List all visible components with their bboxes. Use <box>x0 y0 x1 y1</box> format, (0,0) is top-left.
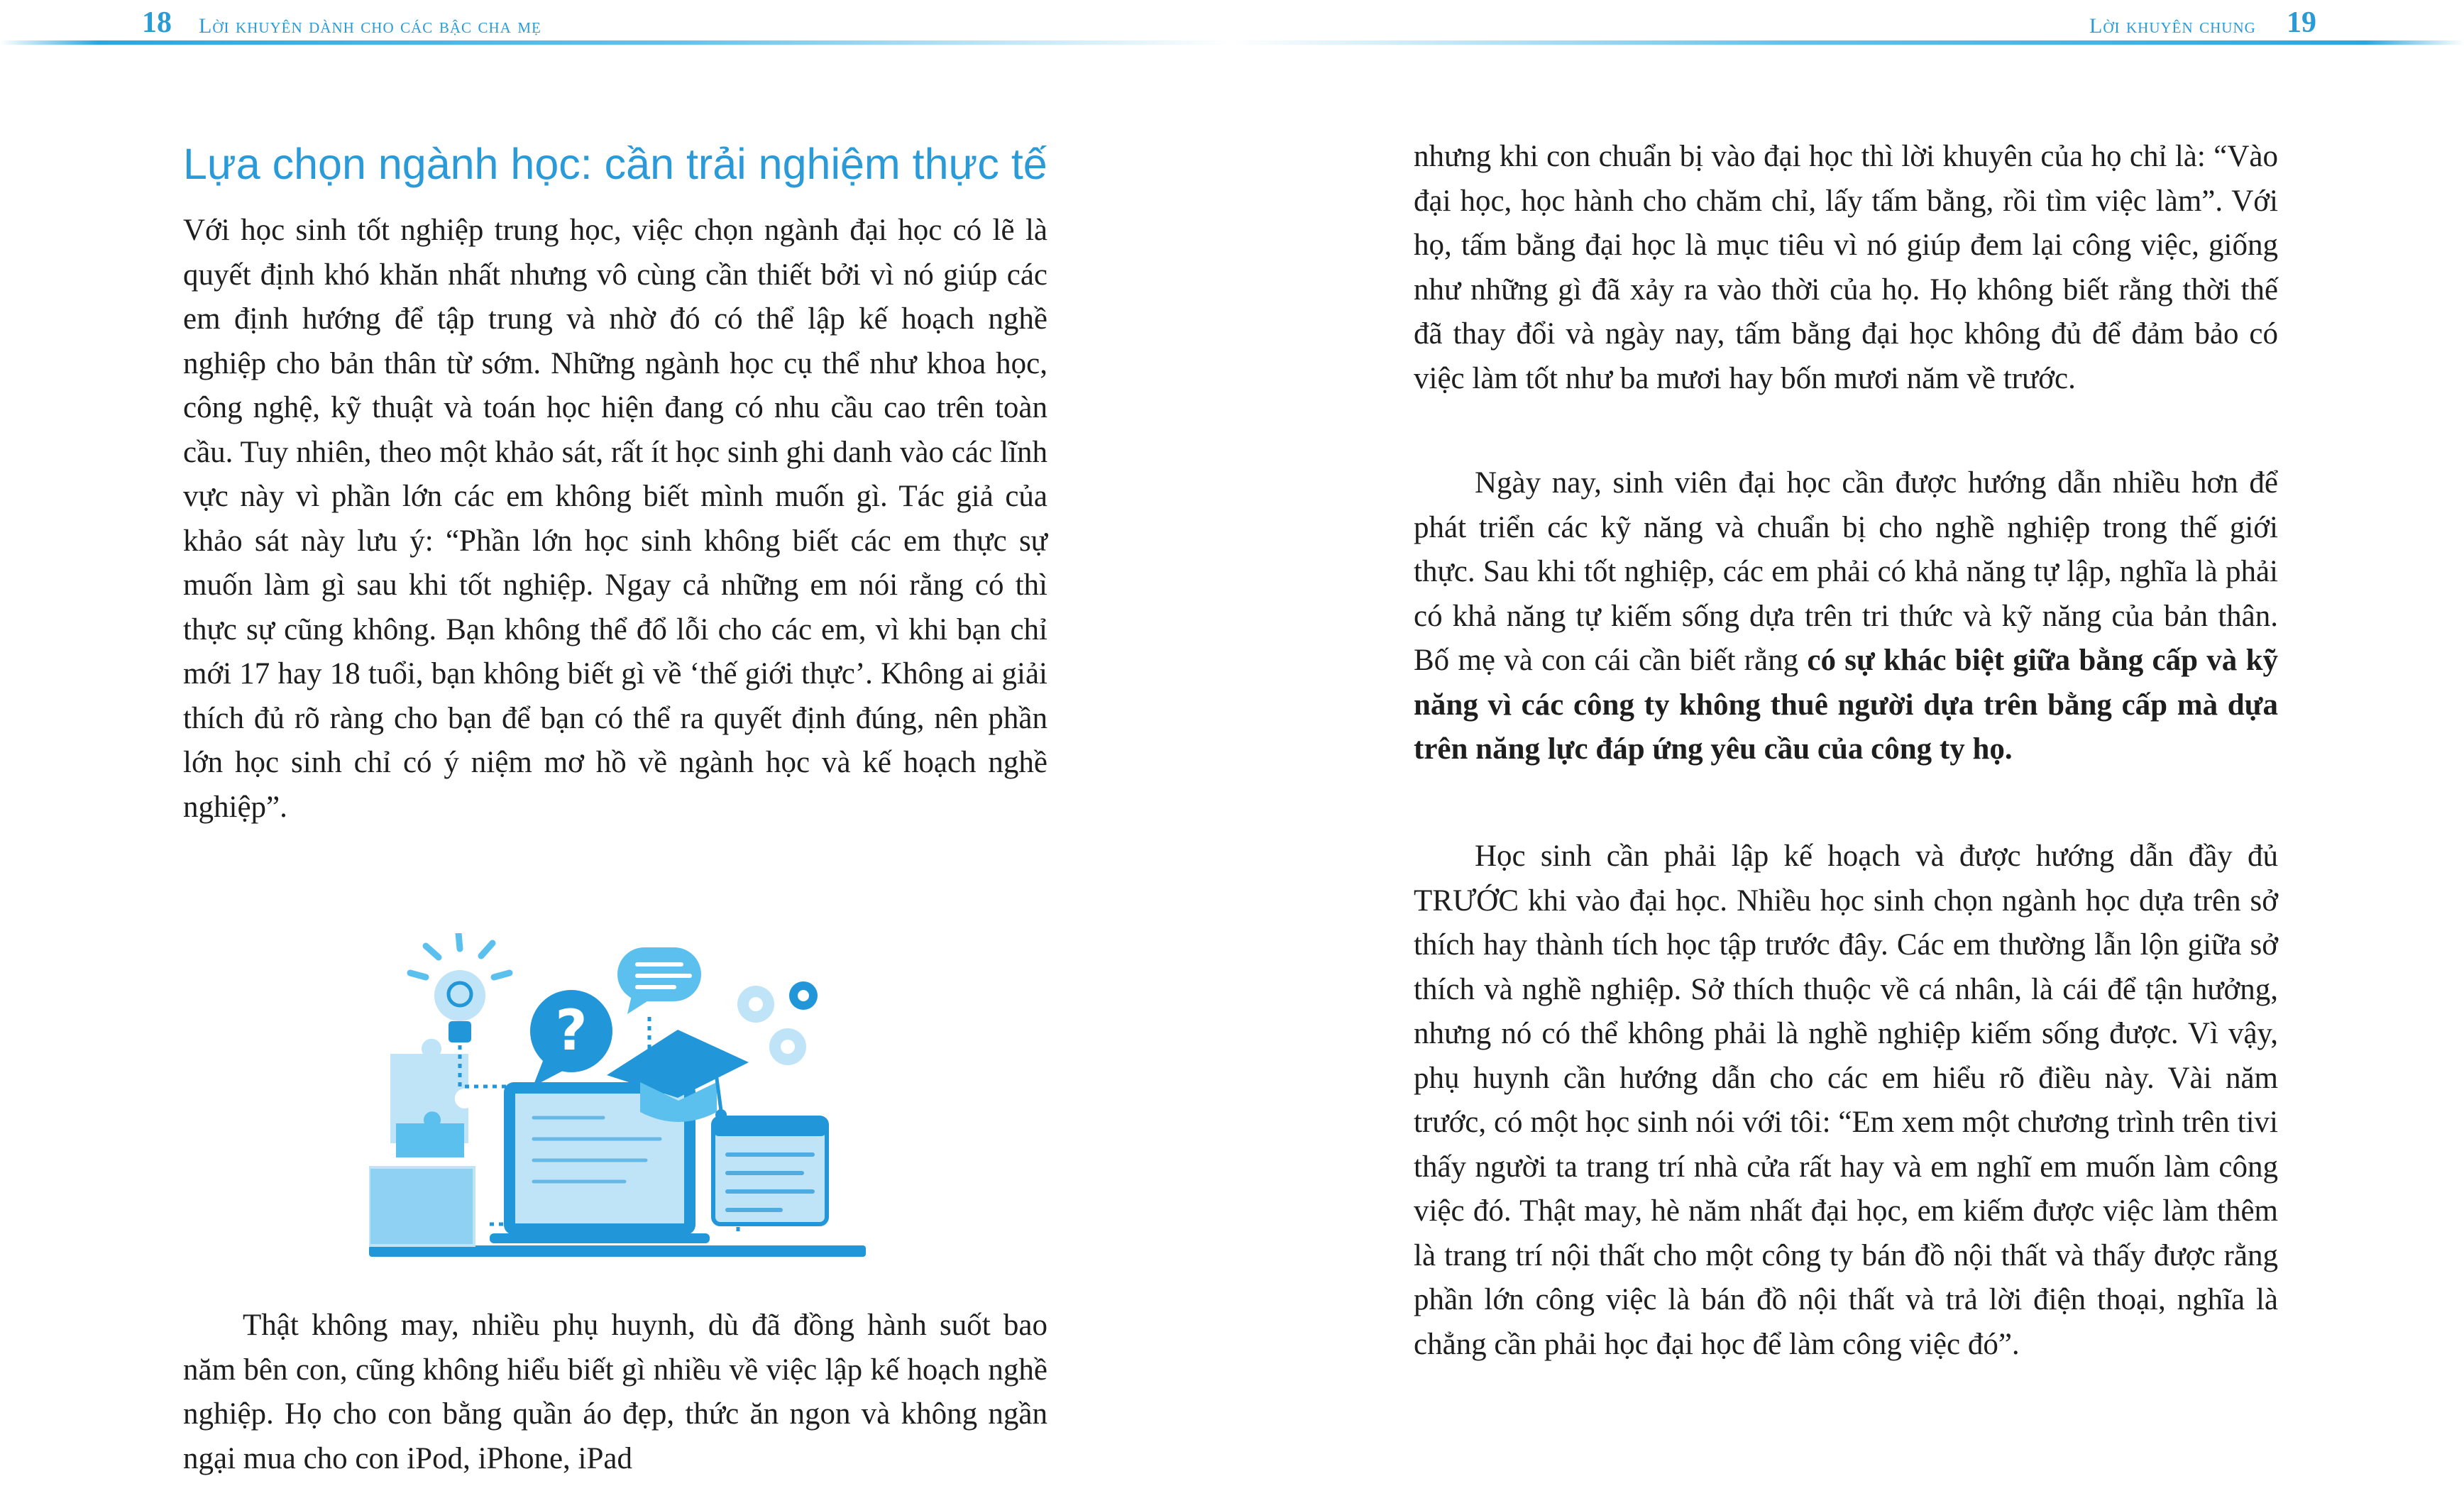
right-page-number: 19 <box>2287 6 2316 39</box>
left-paragraph-1: Với học sinh tốt nghiệp trung học, việc chọn ngành đại học có lẽ là quyết định khó khăn nhất nhưng vô cùng cần thiết bởi vì nó giúp các em định hướng để tập trung và nhờ đó có thể lập kế hoạch nghề nghiệp cho bản thân từ sớm. Những ngành học cụ thể như khoa học, công nghệ, kỹ thuật và toán học hiện đang có nhu cầu cao trên toàn cầu. Tuy nhiên, theo một khảo sát, rất ít học sinh ghi danh vào các lĩnh vực này vì phần lớn các em không biết mình muốn gì. Tác giả của khảo sát này lưu ý: “Phần lớn học sinh không biết các em thực sự muốn làm gì sau khi tốt nghiệp. Ngay cả những em nói rằng có thì thực sự cũng không. Bạn không thể đổ lỗi cho các em, vì khi bạn chỉ mới 17 hay 18 tuổi, bạn không biết gì về ‘thế giới thực’. Không ai giải thích đủ rõ ràng cho bạn để bạn có thể ra quyết định đúng, nên phần lớn học sinh chỉ có ý niệm mơ hồ về ngành học và kế hoạch nghề nghiệp”. <box>183 214 1047 824</box>
right-paragraph-2 <box>1414 461 2278 772</box>
right-paragraph-2-text: Ngày nay, sinh viên đại học cần được hướng dẫn nhiều hơn để phát triển các kỹ năng và chuẩn bị cho nghề nghiệp trong thế giới thực. Sau khi tốt nghiệp, các em phải có khả năng tự lập, nghĩa là phải có khả năng tự kiếm sống dựa trên tri thức và kỹ năng của bản thân. Bố mẹ và con cái cần biết rằng <box>1414 466 2278 677</box>
header-rule-left <box>0 40 1231 45</box>
right-paragraph-2-bold-text: có sự khác biệt giữa bằng cấp và kỹ năng vì các công ty không thuê người dựa trên bằng cấp mà dựa trên năng lực đáp ứng yêu cầu của công ty họ. <box>1414 644 2278 766</box>
left-running-title: Lời khuyên dành cho các bậc cha mẹ <box>199 14 541 38</box>
left-page-number: 18 <box>142 6 172 39</box>
left-paragraph-2: Thật không may, nhiều phụ huynh, dù đã đồng hành suốt bao năm bên con, cũng không hiểu biết gì nhiều về việc lập kế hoạch nghề nghiệp. Họ cho con bằng quần áo đẹp, thức ăn ngon và không ngần ngại mua cho con iPod, iPhone, iPad <box>183 1309 1047 1475</box>
header-rule-right <box>1232 40 2464 45</box>
right-paragraph-1: nhưng khi con chuẩn bị vào đại học thì lời khuyên của họ chỉ là: “Vào đại học, học hành cho chăm chỉ, lấy tấm bằng, rồi tìm việc làm”. Với họ, tấm bằng đại học là mục tiêu vì nó giúp đem lại công việc, giống như những gì đã xảy ra vào thời của họ. Họ không biết rằng thời thế đã thay đổi và ngày nay, tấm bằng đại học không đủ để đảm bảo có việc làm tốt như ba mươi hay bốn mươi năm về trước. <box>1414 140 2278 395</box>
online-education-illustration-icon <box>369 933 866 1267</box>
right-running-title: Lời khuyên chung <box>2089 14 2256 38</box>
right-paragraph-3: Học sinh cần phải lập kế hoạch và được hướng dẫn đầy đủ TRƯỚC khi vào đại học. Nhiều học sinh chọn ngành học dựa trên sở thích hay thành tích học tập trước đây. Các em thường lẫn lộn giữa sở thích và nghề nghiệp. Sở thích thuộc về cá nhân, là cái để tận hưởng, nhưng nó có thể không phải là nghề nghiệp kiếm sống được. Vì vậy, phụ huynh cần hướng dẫn cho các em hiểu rõ điều này. Vài năm trước, có một học sinh nói với tôi: “Em xem một chương trình trên tivi thấy người ta trang trí nhà cửa rất hay và em nghĩ em muốn làm công việc đó. Thật may, hè năm nhất đại học, em kiếm được việc làm thêm là trang trí nội thất cho một công ty bán đồ nội thất và thấy được rằng phần lớn công việc là bán đồ nội thất và trả lời điện thoại, nghĩa là chẳng cần phải học đại học để làm công việc đó”. <box>1414 840 2278 1361</box>
svg-text:?: ? <box>555 999 588 1063</box>
section-title: Lựa chọn ngành học: cần trải nghiệm thực tế <box>183 140 1047 188</box>
